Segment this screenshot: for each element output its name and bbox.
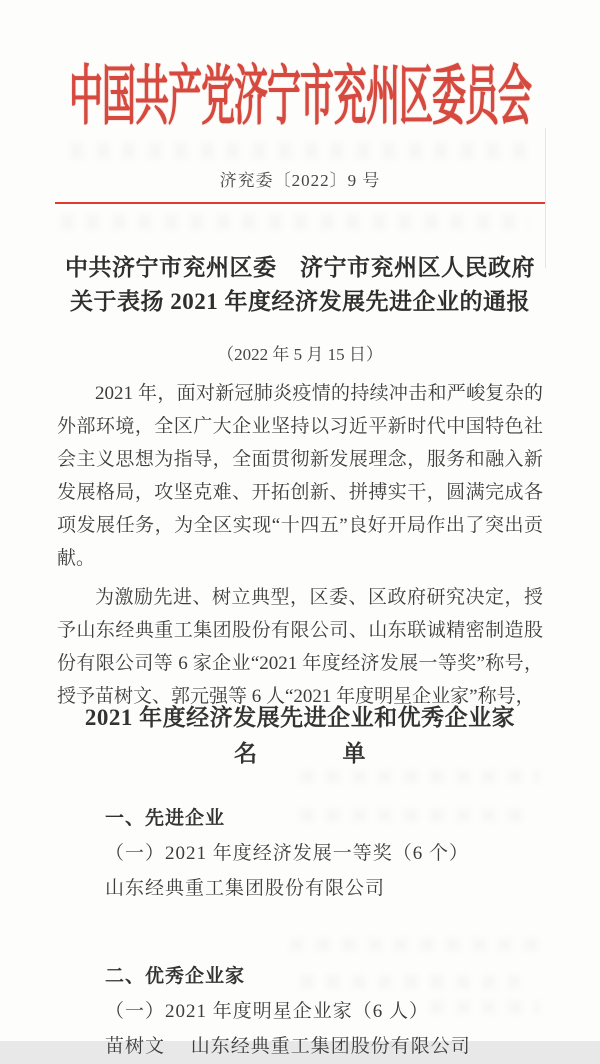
document-date: （2022 年 5 月 15 日）	[217, 345, 383, 364]
annex-title	[0, 700, 600, 772]
section-subheading: （一）2021 年度经济发展一等奖（6 个）	[105, 843, 470, 864]
annex-title-line-2	[0, 736, 600, 772]
section-subheading: （一）2021 年度明星企业家（6 人）	[105, 1001, 430, 1022]
annex-title-line-1: 2021 年度经济发展先进企业和优秀企业家	[84, 705, 516, 730]
document-number: 济兖委〔2022〕9 号	[219, 171, 381, 190]
scan-bleedthrough-artifact	[60, 214, 530, 230]
document-title-line-1: 中共济宁市兖州区委 济宁市兖州区人民政府	[65, 255, 535, 280]
body-paragraph-1: 2021 年，面对新冠肺炎疫情的持续冲击和严峻复杂的外部环境，全区广大企业坚持以习近平新时代中国特色社会主义思想为指导，全面贯彻新发展理念，服务和融入新发展格局，攻坚克难、开拓创新、拼搏实干，圆满完成各项发展任务，为全区实现“十四五”良好开局作出了突出贡献。	[57, 383, 543, 569]
document-title-line-2: 关于表扬 2021 年度经济发展先进企业的通报	[70, 289, 530, 314]
scan-bleedthrough-artifact	[70, 142, 530, 160]
red-divider-line	[55, 202, 545, 204]
annex-title-word-1: 名	[234, 741, 258, 766]
section-heading: 二、优秀企业家	[105, 966, 246, 987]
document-body	[57, 377, 543, 713]
section-heading: 一、先进企业	[105, 808, 226, 829]
body-paragraph-2: 为激励先进、树立典型，区委、区政府研究决定，授予山东经典重工集团股份有限公司、山东联诚精密制造股份有限公司等 6 家企业“2021 年度经济发展一等奖”称号，授予苗树文、郭元强等 6 人“2021 年度明星企业家”称号，	[57, 587, 543, 707]
paper-fold-line	[545, 128, 546, 268]
annex-section-outstanding-entrepreneurs	[105, 959, 560, 1064]
annex-section-advanced-enterprises	[105, 801, 560, 906]
document-title	[30, 251, 570, 319]
scan-bleedthrough-artifact	[300, 770, 540, 784]
section-entry: 苗树文 山东经典重工集团股份有限公司	[105, 1036, 471, 1057]
annex-title-word-2: 单	[342, 741, 366, 766]
annex-sections	[105, 801, 560, 1064]
issuing-authority-title: 中国共产党济宁市兖州区委员会	[69, 63, 531, 134]
section-entry: 山东经典重工集团股份有限公司	[105, 878, 386, 899]
